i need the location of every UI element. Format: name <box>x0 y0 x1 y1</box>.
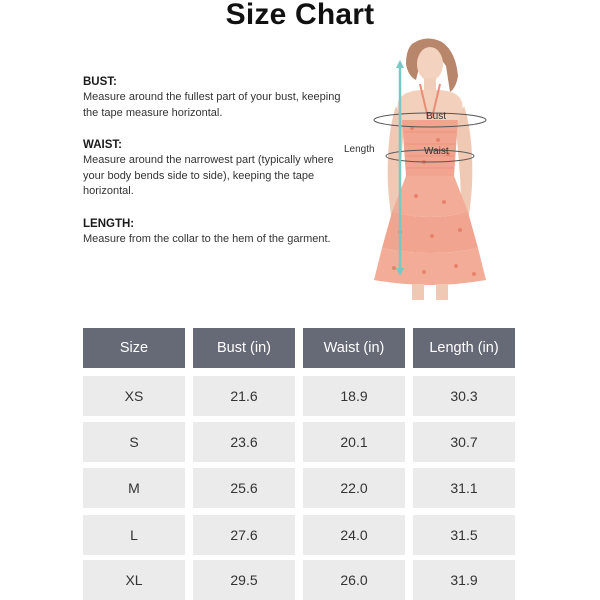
cell-size: XS <box>83 376 185 416</box>
cell-size: L <box>83 515 185 555</box>
cell-bust: 25.6 <box>193 468 295 508</box>
model-figure <box>340 36 510 300</box>
cell-length: 30.3 <box>413 376 515 416</box>
dress-illustration <box>340 36 510 300</box>
cell-bust: 21.6 <box>193 376 295 416</box>
guide-waist <box>83 138 343 200</box>
cell-size: M <box>83 468 185 508</box>
guide-bust-description: Measure around the fullest part of your bust, keeping the tape measure horizontal. <box>83 91 341 119</box>
cell-bust: 27.6 <box>193 515 295 555</box>
cell-waist: 22.0 <box>303 468 405 508</box>
cell-length: 30.7 <box>413 422 515 462</box>
header-bust: Bust (in) <box>193 328 295 368</box>
cell-length: 31.9 <box>413 560 515 600</box>
guide-bust-heading: BUST: <box>83 76 117 88</box>
cell-size: XL <box>83 560 185 600</box>
guide-bust <box>83 75 343 121</box>
cell-waist: 18.9 <box>303 376 405 416</box>
guide-length-heading: LENGTH: <box>83 217 135 230</box>
guide-waist-heading: WAIST: <box>83 139 122 151</box>
figure-length-label: Length <box>344 144 375 155</box>
cell-size: S <box>83 422 185 462</box>
cell-waist: 24.0 <box>303 515 405 555</box>
measurement-guide <box>83 75 343 264</box>
figure-bust-label: Bust <box>426 111 447 122</box>
guide-length-description: Measure from the collar to the hem of the garment. <box>83 232 331 245</box>
cell-length: 31.5 <box>413 515 515 555</box>
page-title: Size Chart <box>225 0 375 31</box>
header-length: Length (in) <box>413 328 515 368</box>
cell-waist: 26.0 <box>303 560 405 600</box>
cell-bust: 29.5 <box>193 560 295 600</box>
guide-waist-description: Measure around the narrowest part (typically where your body bends side to side), keeping the tape horizontal. <box>83 154 334 197</box>
guide-length <box>83 217 343 248</box>
figure-waist-label: Waist <box>424 146 449 157</box>
header-waist: Waist (in) <box>303 328 405 368</box>
cell-bust: 23.6 <box>193 422 295 462</box>
cell-waist: 20.1 <box>303 422 405 462</box>
header-size: Size <box>83 328 185 368</box>
cell-length: 31.1 <box>413 468 515 508</box>
